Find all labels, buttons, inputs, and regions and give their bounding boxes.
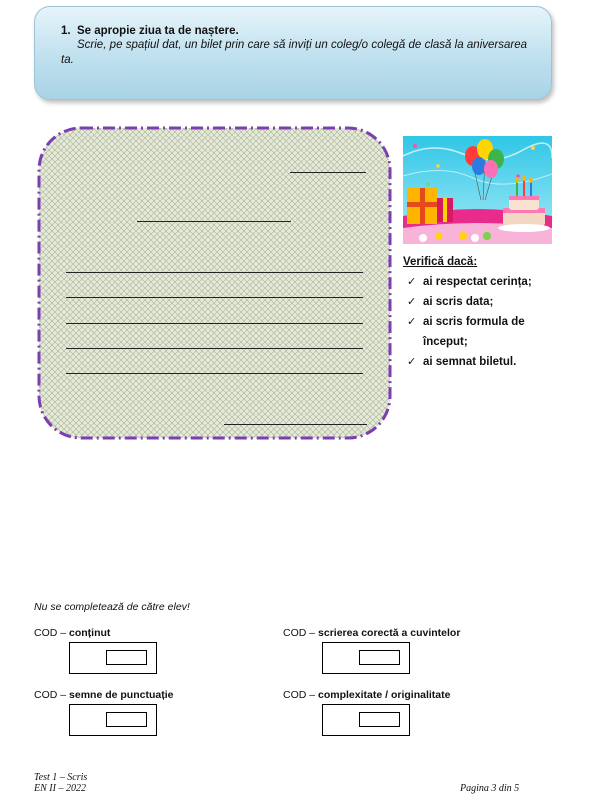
checklist-item [403, 312, 583, 332]
checklist-item-continuation [403, 332, 583, 352]
letter-frame [37, 126, 392, 440]
birthday-illustration [403, 136, 552, 244]
body-line-4[interactable] [66, 348, 363, 349]
cod-label-spelling [283, 627, 460, 639]
cod-prefix: COD – [34, 627, 67, 639]
cod-box-content [69, 642, 157, 674]
checklist-item-text: ai respectat cerința; [423, 276, 532, 288]
cod-input-complexity[interactable] [359, 712, 400, 727]
cod-label-punctuation [34, 689, 173, 701]
checkmark-icon: ✓ [407, 316, 417, 328]
cod-input-spelling[interactable] [359, 650, 400, 665]
checkmark-icon: ✓ [407, 276, 417, 288]
cod-box-spelling [322, 642, 410, 674]
cod-name: semne de punctuație [69, 689, 174, 701]
date-line[interactable] [290, 172, 366, 173]
body-line-1[interactable] [66, 272, 363, 273]
letter-writing-area[interactable] [37, 126, 392, 440]
cod-name: conținut [69, 627, 111, 639]
cod-prefix: COD – [283, 627, 316, 639]
checkmark-icon: ✓ [407, 356, 417, 368]
task-box [34, 6, 552, 100]
checklist-item-text: ai scris data; [423, 296, 494, 308]
cod-prefix: COD – [283, 689, 316, 701]
cod-box-complexity [322, 704, 410, 736]
checklist-heading: Verifică dacă: [403, 256, 478, 268]
footer-exam: EN II – 2022 [34, 783, 86, 794]
checkmark-icon: ✓ [407, 296, 417, 308]
task-title-text: Se apropie ziua ta de naștere. [77, 25, 239, 37]
checklist-item-text: început; [423, 336, 468, 348]
checklist-item [403, 272, 583, 292]
signature-line[interactable] [224, 424, 367, 425]
cod-input-content[interactable] [106, 650, 147, 665]
cod-label-complexity [283, 689, 450, 701]
checklist-item [403, 352, 583, 372]
body-line-3[interactable] [66, 323, 363, 324]
body-line-5[interactable] [66, 373, 363, 374]
task-instruction: Scrie, pe spațiul dat, un bilet prin care să inviți un coleg/o colegă de clasă la aniversarea ta. [61, 39, 527, 66]
cod-label-content [34, 627, 110, 639]
footer-test-info [34, 772, 87, 794]
cod-name: complexitate / originalitate [318, 689, 451, 701]
checklist-item-text: ai semnat biletul. [423, 356, 517, 368]
checklist-item-text: ai scris formula de [423, 316, 525, 328]
task-number: 1. [61, 25, 71, 37]
cod-input-punctuation[interactable] [106, 712, 147, 727]
cod-prefix: COD – [34, 689, 67, 701]
body-line-2[interactable] [66, 297, 363, 298]
self-check-list [403, 256, 583, 372]
cod-box-punctuation [69, 704, 157, 736]
footer-test: Test 1 – Scris [34, 772, 88, 783]
grading-note: Nu se completează de către elev! [34, 601, 190, 613]
checklist-item [403, 292, 583, 312]
cod-name: scrierea corectă a cuvintelor [318, 627, 461, 639]
footer-page-number: Pagina 3 din 5 [460, 783, 520, 794]
task-title [61, 25, 527, 37]
greeting-line[interactable] [137, 221, 291, 222]
